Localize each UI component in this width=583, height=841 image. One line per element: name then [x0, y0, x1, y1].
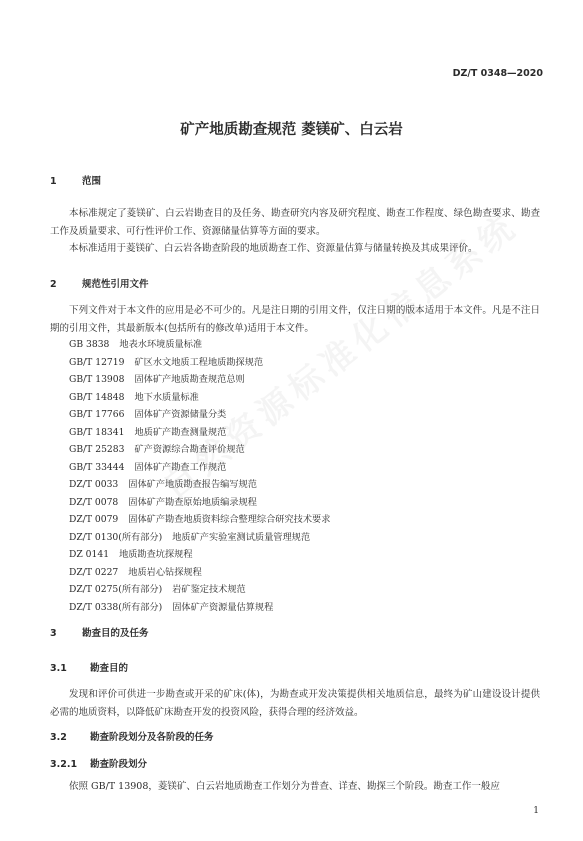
section-title: 勘查目的及任务 [82, 628, 149, 639]
reference-item [69, 371, 330, 389]
reference-title: 固体矿产资源储量分类 [134, 409, 227, 420]
section-number: 1 [50, 176, 57, 187]
reference-title: 地质岩心钻探规程 [128, 566, 202, 578]
section-2-paragraph-1: 下列文件对于本文件的应用是必不可少的。凡是注日期的引用文件，仅注日期的版本适用于本文件。凡是不注日期的引用文件，其最新版本(包括所有的修改单)适用于本文件。 [50, 305, 540, 334]
reference-code: DZ 0141 [69, 549, 110, 560]
reference-title: 岩矿鉴定技术规范 [172, 584, 246, 595]
document-title: 矿产地质勘查规范 菱镁矿、白云岩 [180, 122, 403, 138]
reference-item [69, 424, 330, 442]
reference-item [69, 336, 330, 354]
section-title: 勘查目的 [90, 663, 129, 674]
reference-item [69, 546, 330, 564]
section-1-paragraph-1: 本标准规定了菱镁矿、白云岩勘查目的及任务、勘查研究内容及研究程度、勘查工作程度、绿色勘查要求、勘查工作及质量要求、可行性评价工作、资源储量估算等方面的要求。 [50, 208, 540, 237]
section-title: 勘查阶段划分及各阶段的任务 [90, 732, 214, 743]
reference-code: DZ/T 0338(所有部分) [69, 601, 163, 613]
reference-title: 固体矿产勘查地质资料综合整理综合研究技术要求 [128, 514, 331, 525]
reference-code: DZ/T 0078 [69, 496, 119, 508]
reference-code: DZ/T 0033 [69, 479, 119, 490]
section-number: 3.1 [50, 663, 67, 674]
section-3-1-paragraph: 发现和评价可供进一步勘查或开采的矿床(体)，为勘查或开发决策提供相关地质信息，最终为矿山建设设计提供必需的地质资料，以降低矿床勘查开发的投资风险，获得合理的经济效益。 [50, 689, 540, 718]
reference-item [69, 389, 330, 407]
section-number: 2 [50, 279, 57, 290]
section-2-heading [50, 276, 149, 290]
reference-code: GB/T 13908 [69, 374, 125, 385]
reference-item [69, 354, 330, 372]
reference-title: 固体矿产资源量估算规程 [172, 601, 274, 613]
reference-code: GB/T 25283 [69, 444, 125, 455]
reference-title: 地质矿产实验室测试质量管理规范 [172, 531, 311, 543]
reference-item [69, 494, 330, 512]
reference-code: GB/T 12719 [69, 356, 125, 368]
reference-item [69, 459, 330, 477]
reference-title: 地质勘查坑探规程 [119, 549, 193, 560]
reference-title: 矿产资源综合勘查评价规范 [134, 444, 245, 455]
section-1-heading [50, 173, 101, 187]
section-3-2-1-heading [50, 756, 147, 770]
reference-code: GB/T 18341 [69, 426, 125, 438]
reference-item [69, 599, 330, 617]
reference-item [69, 581, 330, 599]
reference-code: GB/T 33444 [69, 461, 125, 473]
reference-item [69, 511, 330, 529]
reference-code: DZ/T 0227 [69, 566, 119, 578]
reference-title: 地下水质量标准 [134, 391, 199, 403]
reference-code: GB/T 17766 [69, 409, 125, 420]
reference-title: 地质矿产勘查测量规范 [134, 426, 227, 438]
reference-code: DZ/T 0130(所有部分) [69, 531, 163, 543]
reference-item [69, 441, 330, 459]
reference-item [69, 564, 330, 582]
reference-item [69, 529, 330, 547]
reference-code: GB/T 14848 [69, 391, 125, 403]
section-3-1-heading [50, 660, 128, 674]
reference-title: 固体矿产勘查工作规范 [134, 461, 227, 473]
reference-title: 固体矿产地质勘查报告编写规范 [128, 479, 257, 490]
section-1-paragraph-2: 本标准适用于菱镁矿、白云岩各勘查阶段的地质勘查工作、资源量估算与储量转换及其成果评价。 [69, 243, 478, 254]
reference-list [69, 336, 330, 616]
standard-code: DZ/T 0348—2020 [452, 68, 543, 79]
reference-title: 固体矿产勘查原始地质编录规程 [128, 496, 257, 508]
reference-item [69, 406, 330, 424]
section-title: 勘查阶段划分 [90, 759, 148, 770]
reference-title: 地表水环境质量标准 [119, 339, 203, 350]
section-number: 3.2.1 [50, 759, 78, 770]
section-number: 3.2 [50, 732, 67, 743]
section-title: 范围 [82, 176, 102, 187]
reference-title: 固体矿产地质勘查规范总则 [134, 374, 245, 385]
reference-code: DZ/T 0275(所有部分) [69, 584, 163, 595]
section-3-2-heading [50, 729, 214, 743]
section-3-heading [50, 625, 149, 639]
section-number: 3 [50, 628, 57, 639]
section-title: 规范性引用文件 [82, 279, 149, 290]
reference-code: GB 3838 [69, 339, 110, 350]
reference-code: DZ/T 0079 [69, 514, 119, 525]
reference-title: 矿区水文地质工程地质勘探规范 [134, 356, 264, 368]
reference-item [69, 476, 330, 494]
section-3-2-1-paragraph: 依照 GB/T 13908，菱镁矿、白云岩地质勘查工作划分为普查、详查、勘探三个阶段。勘查工作一般应 [69, 781, 500, 792]
page-number: 1 [533, 806, 539, 816]
